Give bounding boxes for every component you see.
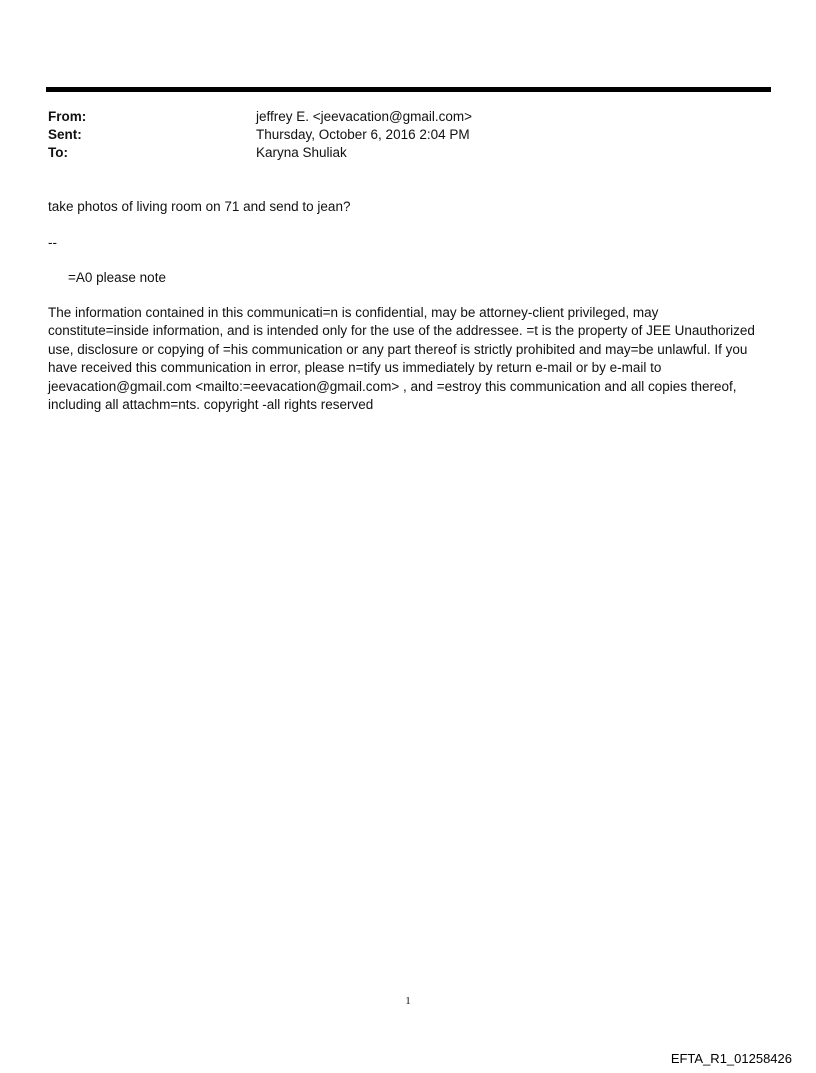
sent-label: Sent: bbox=[48, 127, 82, 142]
from-value: jeffrey E. <jeevacation@gmail.com> bbox=[256, 109, 473, 124]
confidentiality-disclaimer bbox=[48, 304, 768, 414]
to-row bbox=[48, 144, 768, 162]
please-note-line: =A0 please note bbox=[68, 270, 166, 285]
signature-separator: -- bbox=[48, 235, 57, 250]
to-label: To: bbox=[48, 145, 68, 160]
sent-value: Thursday, October 6, 2016 2:04 PM bbox=[256, 127, 470, 142]
message-text: take photos of living room on 71 and send to jean? bbox=[48, 199, 351, 214]
sent-row bbox=[48, 126, 768, 144]
header-divider bbox=[46, 87, 771, 92]
disclaimer-line: use, disclosure or copying of =his communication or any part thereof is strictly prohibited and may=be unlawful. If you bbox=[48, 341, 748, 357]
disclaimer-line: constitute=inside information, and is intended only for the use of the addressee. =t is the property of JEE Unauthorized bbox=[48, 323, 755, 339]
email-header bbox=[48, 108, 768, 162]
disclaimer-line: jeevacation@gmail.com <mailto:=eevacation@gmail.com> , and =estroy this communication and all copies thereof, bbox=[48, 378, 737, 394]
disclaimer-line: The information contained in this communicati=n is confidential, may be attorney-client privileged, may bbox=[48, 305, 659, 320]
disclaimer-line: including all attachm=nts. copyright -all rights reserved bbox=[48, 397, 374, 413]
to-value: Karyna Shuliak bbox=[256, 145, 347, 160]
disclaimer-line: have received this communication in error, please n=tify us immediately by return e-mail or by e-mail to bbox=[48, 360, 662, 376]
page-number: 1 bbox=[405, 995, 411, 1007]
from-label: From: bbox=[48, 109, 87, 124]
document-id: EFTA_R1_01258426 bbox=[670, 1051, 792, 1066]
from-row bbox=[48, 108, 768, 126]
